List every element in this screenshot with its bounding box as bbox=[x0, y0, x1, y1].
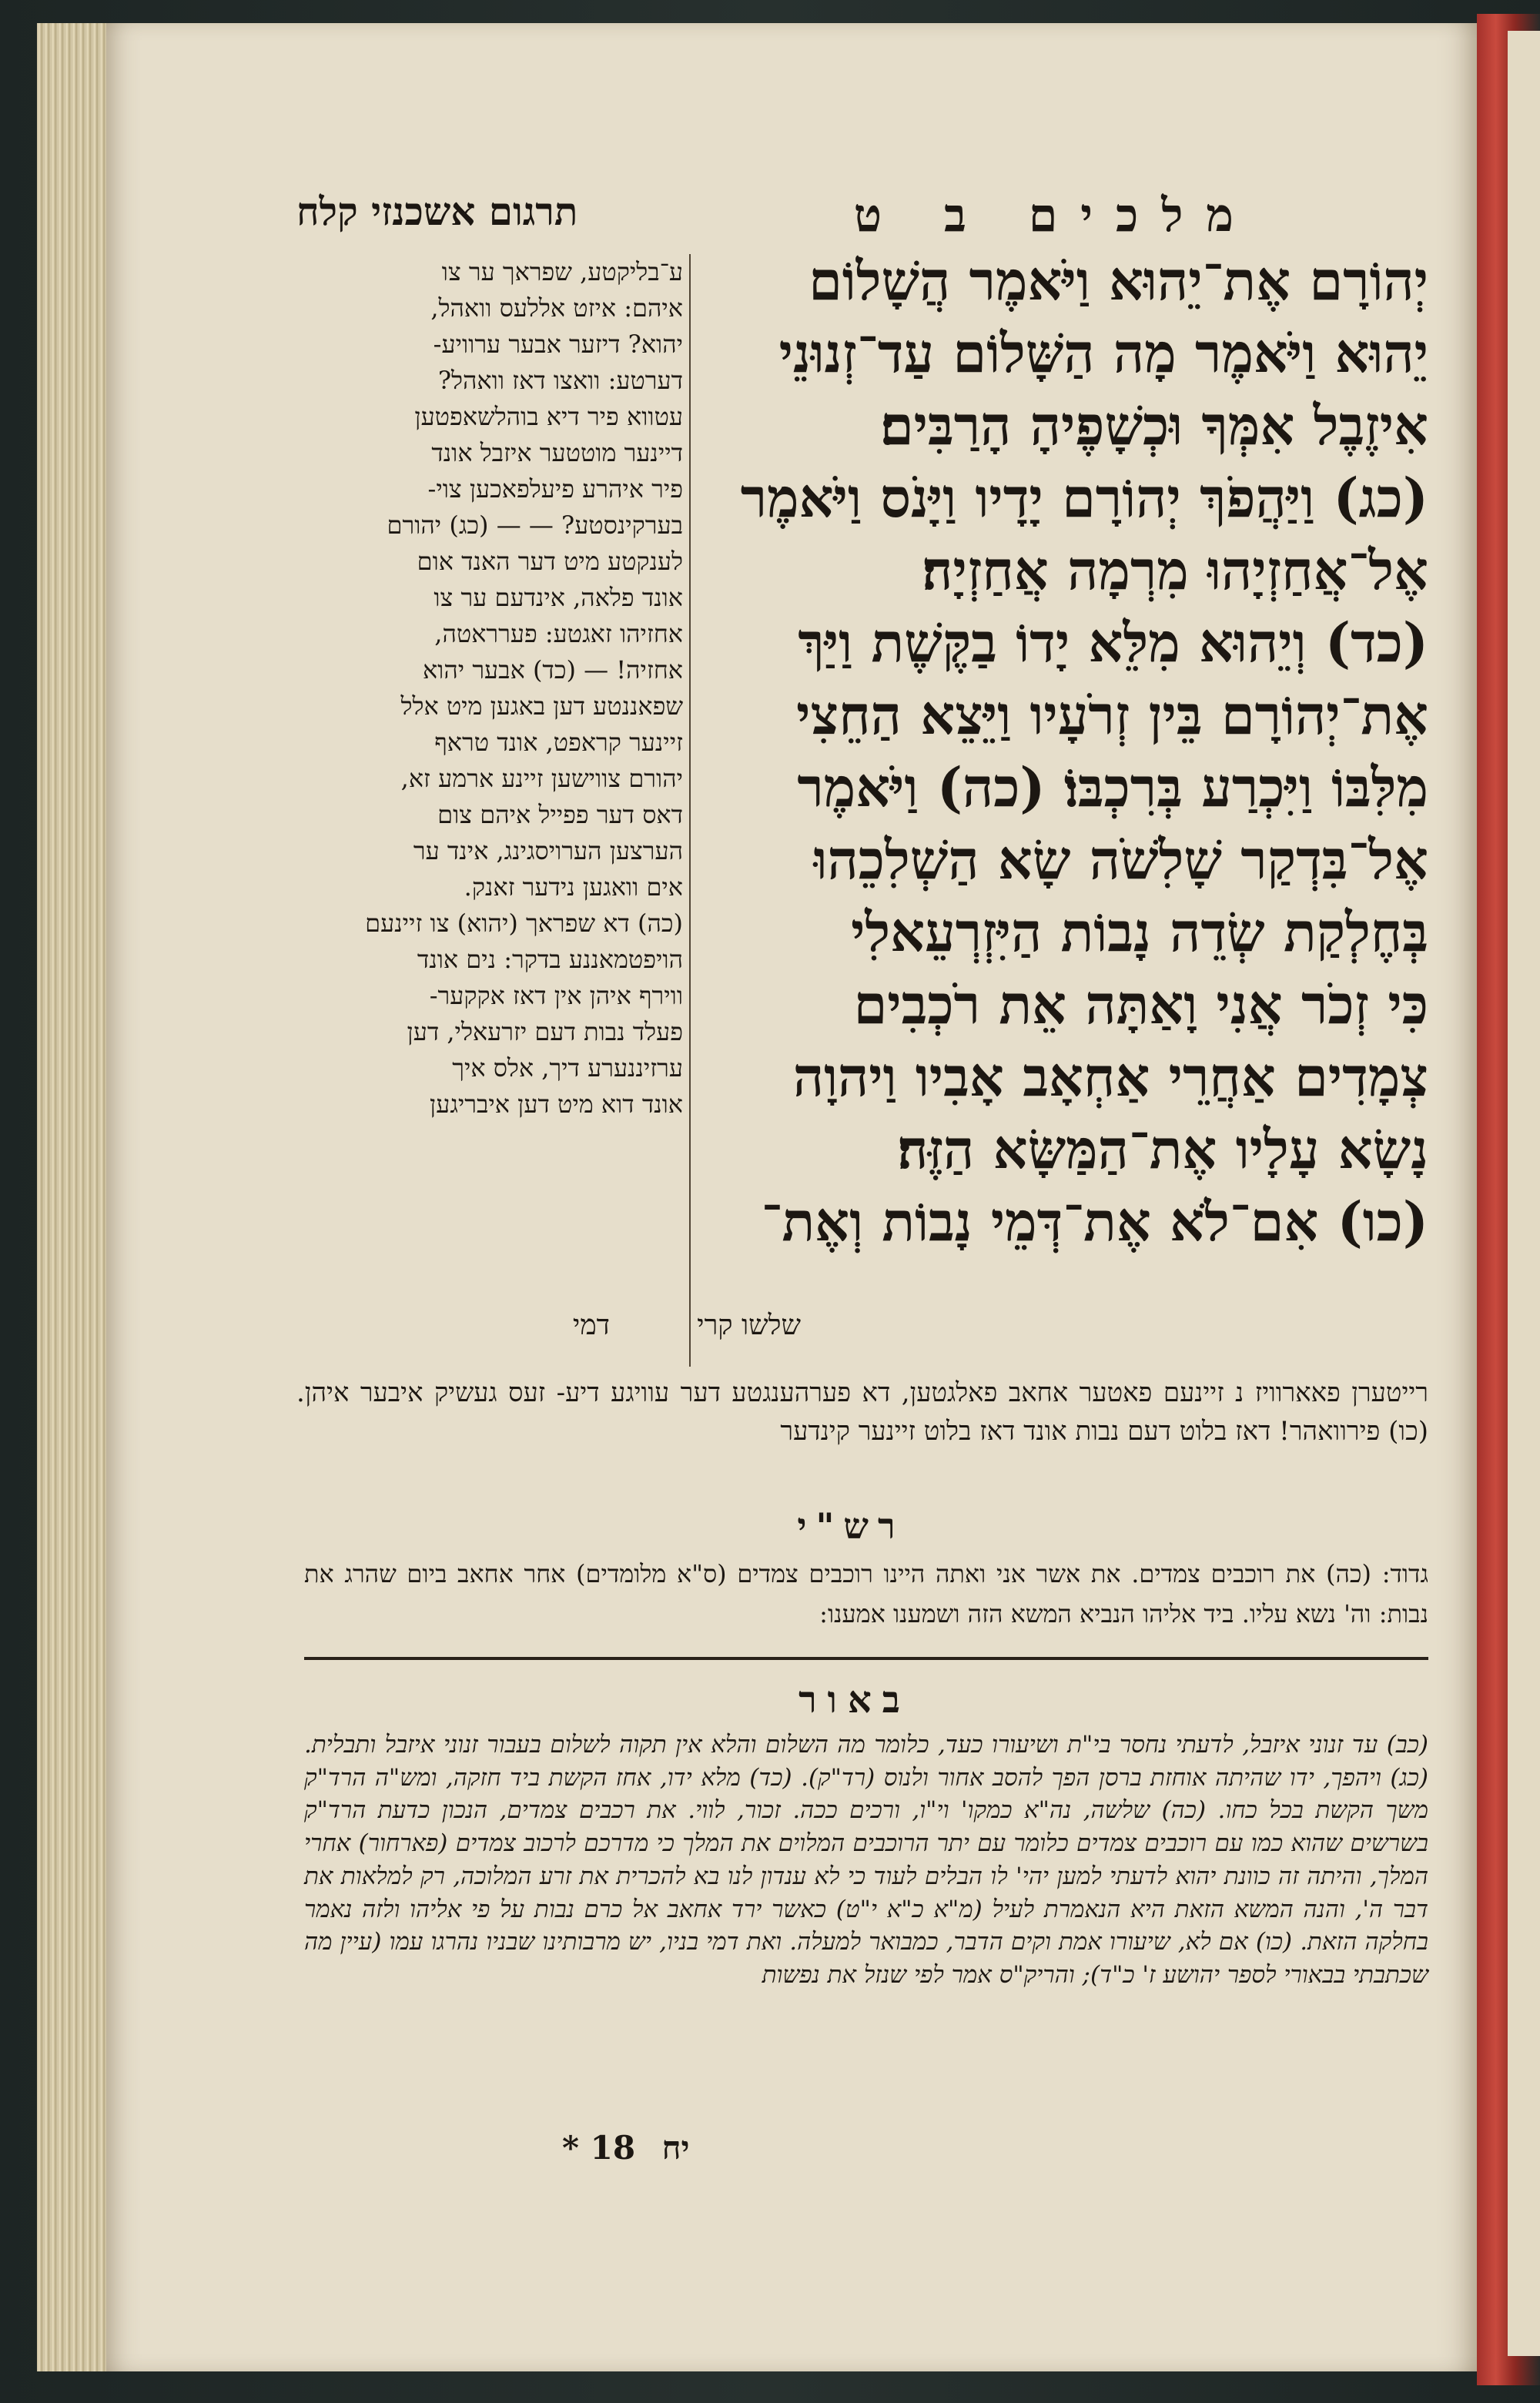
targum-line: זיינער קראפט, אונד טראף bbox=[434, 728, 683, 757]
targum-line: אים וואגען נידער זאנק. bbox=[464, 872, 683, 902]
scripture-line: אִיזֶבֶל אִמְּךָ וּכְשָׁפֶיהָ הָרַבִּים׃ bbox=[879, 393, 1428, 457]
scripture-column bbox=[697, 245, 1428, 1258]
ketiv-qere-note: שלשו קרי bbox=[697, 1310, 801, 1341]
targum-line: ווירף איהן אין דאז אקקער- bbox=[429, 981, 683, 1010]
targum-line: פיר איהרע פיעלפאכען צוי- bbox=[427, 474, 683, 504]
running-title: מלכים ב ט bbox=[853, 189, 1257, 243]
signature-mark: 18 * bbox=[562, 2129, 636, 2167]
targum-line: לענקטע מיט דער האנד אום bbox=[417, 547, 683, 576]
targum-line: פעלד נבות דעם יזרעאלי, דען bbox=[407, 1017, 683, 1046]
scripture-line: מִלִּבּוֹ וַיִּכְרַע בְּרִכְבּוֹ׃ (כה) וַיֹּאמֶר bbox=[797, 755, 1428, 819]
scripture-line: בְּחֶלְקַת שְׂדֵה נָבוֹת הַיִּזְרְעֵאלִי bbox=[851, 900, 1428, 964]
biur-heading: באור bbox=[798, 1678, 911, 1722]
scripture-line: אֶת־יְהוֹרָם בֵּין זְרֹעָיו וַיֵּצֵא הַחֵצִי bbox=[796, 683, 1428, 747]
targum-line: שפאננטע דען באגען מיט אלל bbox=[400, 691, 683, 721]
hebrew-page-number: יח bbox=[661, 2129, 690, 2167]
targum-line: אונד פלאה, אינדעם ער צו bbox=[434, 583, 683, 612]
targum-line: דערטע: וואצו דאז וואהל? bbox=[437, 366, 683, 395]
targum-line: יהוא? דיזער אבער ערוויע- bbox=[433, 330, 683, 359]
targum-line: ערזיננערע דיך, אלס איך bbox=[452, 1053, 683, 1083]
scripture-line: נָשָׂא עָלָיו אֶת־הַמַּשָּׂא הַזֶּה׃ bbox=[897, 1117, 1428, 1181]
catchword: דמי bbox=[572, 1310, 610, 1341]
scripture-line: כִּי זְכֹר אֲנִי וָאַתָּה אֵת רֹכְבִים bbox=[853, 972, 1428, 1036]
scripture-line: צְמָדִים אַחֲרֵי אַחְאָב אָבִיו וַיהוָה bbox=[792, 1045, 1428, 1109]
targum-column bbox=[296, 254, 683, 1123]
targum-line: ע־בליקטע, שפראך ער צו bbox=[441, 257, 683, 286]
targum-line: הערצען הערויסגינג, אינד ער bbox=[413, 836, 683, 865]
scripture-line: (כג) וַיַּהֲפֹךְ יְהוֹרָם יָדָיו וַיָּנֹס וַיֹּאמֶר bbox=[740, 466, 1428, 530]
biur-commentary bbox=[304, 1729, 1428, 1992]
page-footer bbox=[554, 2129, 698, 2167]
scripture-line: (כו) אִם־לֹא אֶת־דְּמֵי נָבוֹת וְאֶת־ bbox=[761, 1190, 1428, 1253]
rashi-text: גדוד: (כה) את רוכבים צמדים. את אשר אני ואתה היינו רוכבים צמדים (ס"א מלומדים) אחר אחאב ביום שהרג את נבות: וה' נשא עליו. ביד אליהו הנביא המשא הזה ושמענו אמענו: bbox=[304, 1559, 1429, 1628]
targum-line: הויפטמאננע בדקר: נים אונד bbox=[417, 945, 683, 974]
targum-continuation-text: רייטערן פאארוויז נ זיינעם פאטער אחאב פאלגטען, דא פערהענגטע דער עוויגע דיע- זעס געשיק איבער איהן. (כו) פירוואהר! דאז בלוט דעם נבות אונד דאז בלוט זיינער קינדער bbox=[296, 1377, 1428, 1447]
scripture-line: אֶל־בִּדְקַר שָׁלִשֹׁה שָׂא הַשְׁלִכֵהוּ bbox=[813, 828, 1428, 892]
scripture-line: יְהוֹרָם אֶת־יֵהוּא וַיֹּאמֶר הֲשָׁלוֹם bbox=[808, 249, 1428, 313]
targum-line: (כה) דא שפראך (יהוא) צו זיינעם bbox=[365, 909, 683, 938]
targum-line: דיינער מוטטער איזבל אונד bbox=[431, 438, 683, 467]
targum-line: יהורם צווישען זיינע ארמע זא, bbox=[400, 764, 683, 793]
targum-line: אחזיהו זאגטע: פערראטה, bbox=[434, 619, 683, 648]
targum-line: בערקינסטע? — — (כג) יהורם bbox=[387, 510, 683, 540]
page-edges-left bbox=[37, 23, 109, 2371]
targum-line: עטווא פיר דיא בוהלשאפטען bbox=[414, 402, 683, 431]
targum-line: דאס דער פפייל איהם צום bbox=[437, 800, 683, 829]
targum-continuation bbox=[296, 1374, 1428, 1451]
targum-title: תרגום אשכנזי קלח bbox=[296, 189, 578, 234]
rashi-commentary bbox=[304, 1554, 1428, 1634]
scripture-line: אֶל־אֲחַזְיָהוּ מִרְמָה אֲחַזְיָה׃ bbox=[922, 538, 1428, 602]
next-page-edge bbox=[1508, 31, 1540, 2356]
rashi-heading: רש"י bbox=[797, 1505, 905, 1547]
scripture-line: יֵהוּא וַיֹּאמֶר מָה הַשָּׁלוֹם עַד־זְנוּנֵי bbox=[778, 321, 1428, 385]
section-divider bbox=[304, 1657, 1428, 1660]
biur-text: (כב) עד זנוני איזבל, לדעתי נחסר בי"ת ושיעורו כעד, כלומר מה השלום והלא אין תקוה לשלום בעבור זנוני איזבל ותבלית. (כג) ויהפך, ידו שהיתה אוחזת ברסן הפך להסב אחור ולנוס (רד"ק). (כד) מלא ידו, אחז הקשת ביד חזקה, ומש"ה הרד"ק משך הקשת בכל כחו. (כה) שלשה, נה"א כמקו' וי"ו, ורכים ככה. זכור, לווי. את רכבים צמדים, הנכון כדעת הרד"ק בשרשים שהוא כמו עם רוכבים צמדים כלומר עם יתר הרוכבים המלוים את המלך כי מדרכם לרכוב צמדים (פארחור) אחרי המלך, והיתה זה כוונת יהוא לדעתי למען יהי' לו הבלים לעוד כי לא ענדון לנו בא להכרית את זרע המלוכה, רק למלאות את דבר ה', והנה המשא הזאת היא הנאמרת לעיל (מ"א כ"א י"ט) כאשר ירד אחאב אל כרם נבות על פי אליהו ולזה נאמר בחלקה הזאת. (כו) אם לא, שיעורו אמת וקים הדבר, כמבואר למעלה. ואת דמי בניו, יש מרבותינו שבניו נהרגו עמו (עיין מה שכתבתי בבאורי לספר יהושע ז' כ"ד); והריק"ס אמר לפי שנזל את נפשות bbox=[304, 1731, 1428, 1989]
targum-line: אונד דוא מיט דען איבריגען bbox=[430, 1089, 683, 1119]
targum-line: איהם: איזט אללעס וואהל, bbox=[430, 293, 683, 323]
targum-line: אחזיה! — (כד) אבער יהוא bbox=[422, 655, 683, 684]
column-divider bbox=[689, 254, 691, 1367]
scripture-line: (כד) וְיֵהוּא מִלֵּא יָדוֹ בַקֶּשֶׁת וַיַּךְ bbox=[798, 611, 1428, 674]
